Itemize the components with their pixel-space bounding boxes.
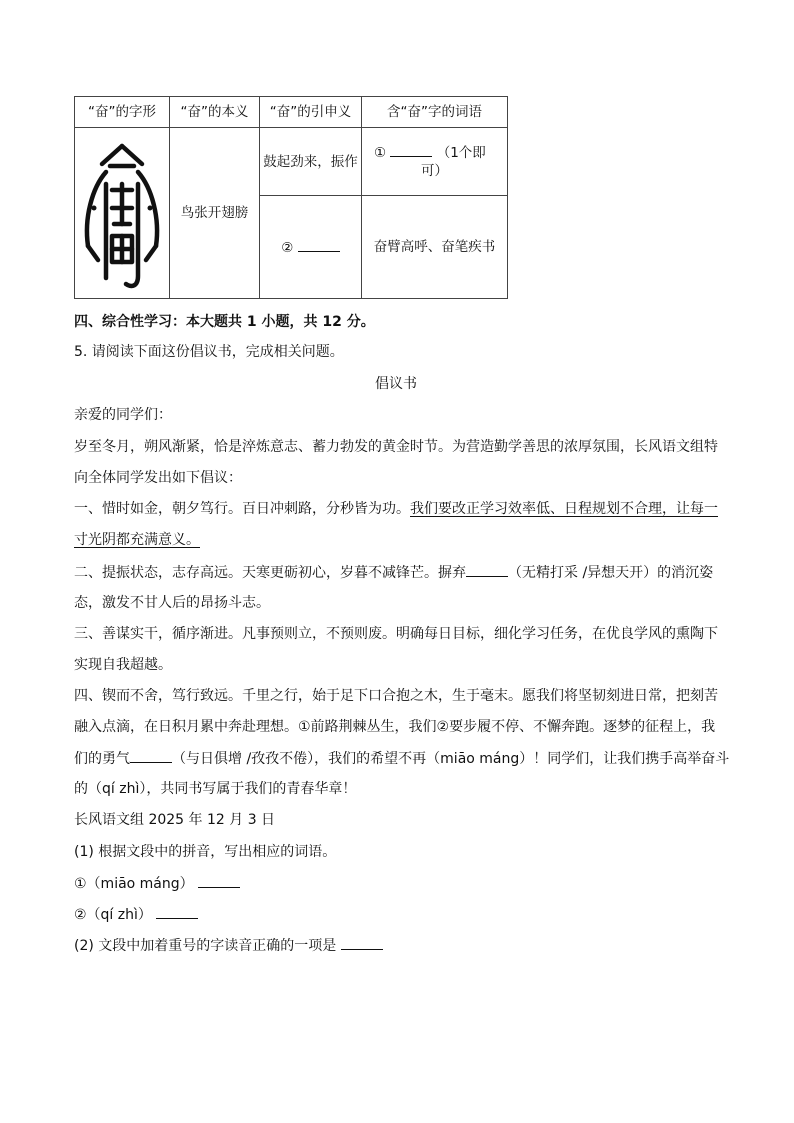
blank-note-2: 可） — [421, 163, 448, 180]
seal-script-cell — [75, 128, 170, 299]
sub-question-2: (2) 文段中加着重号的字读音正确的一项是 — [74, 936, 383, 955]
proposal-2-line-1: 二、提振状态，志存高远。天寒更砺初心，岁暮不减锋芒。摒弃 （无精打采 /异想天开）的消沉姿 — [74, 565, 714, 581]
sub-question-1: (1) 根据文段中的拼音，写出相应的词语。 — [74, 844, 337, 860]
proposal-4-line-2: 融入点滴，在日积月累中奔赴理想。①前路荆棘丛生，我们②要步履不停、不懈奔跑。逐梦的征程上，我 — [74, 719, 716, 735]
original-meaning-cell: 鸟张开翅膀 — [170, 128, 260, 299]
proposal-1-line-1: 一、惜时如金，朝夕笃行。百日冲刺路，分秒皆为功。我们要改正学习效率低、日程规划不合理，让每一 — [74, 501, 718, 517]
answer-blank[interactable] — [156, 905, 198, 919]
blank-label: ① — [374, 145, 387, 162]
answer-blank[interactable] — [298, 238, 340, 252]
proposal-2-line-2: 态，激发不甘人后的昂扬斗志。 — [74, 595, 270, 611]
proposal-3-line-1: 三、善谋实干，循序渐进。凡事预则立，不预则废。明确每日目标，细化学习任务，在优良学风的熏陶下 — [74, 626, 718, 642]
word-blank-cell — [362, 128, 508, 196]
proposal-4-line-4: 的（qí zhì），共同书写属于我们的青春华章！ — [74, 781, 357, 797]
proposal-4-line-1: 四、锲而不舍，笃行致远。千里之行，始于足下口合抱之木，生于毫末。愿我们将坚韧刻进日常，把刻苦 — [74, 688, 718, 704]
blank-label: ② — [281, 239, 294, 256]
letter-title: 倡议书 — [375, 376, 417, 392]
underlined-sentence: 我们要改正学习效率低、日程规划不合理，让每一 — [410, 501, 718, 517]
question-stem: 5. 请阅读下面这份倡议书，完成相关问题。 — [74, 344, 344, 360]
letter-greeting: 亲爱的同学们： — [74, 407, 172, 423]
seal-script-glyph-image — [76, 128, 168, 298]
sub-question-1b: ②（qí zhì） — [74, 905, 198, 924]
answer-blank[interactable] — [466, 563, 508, 577]
answer-blank[interactable] — [130, 749, 172, 763]
letter-signature: 长风语文组 2025 年 12 月 3 日 — [74, 812, 276, 828]
table-header: “奋”的引申义 — [260, 97, 362, 128]
blank-note-1: （1个即 — [436, 145, 486, 162]
letter-intro-line-1: 岁至冬月，朔风渐紧，恰是淬炼意志、蓄力勃发的黄金时节。为营造勤学善思的浓厚氛围，长风语文组特 — [74, 439, 718, 455]
proposal-3-line-2: 实现自我超越。 — [74, 657, 172, 673]
answer-blank[interactable] — [390, 143, 432, 157]
section-heading: 四、综合性学习：本大题共 1 小题，共 12 分。 — [74, 314, 375, 330]
table-header: 含“奋”字的词语 — [362, 97, 508, 128]
answer-blank[interactable] — [198, 874, 240, 888]
example-words-cell: 奋臂高呼、奋笔疾书 — [362, 196, 508, 299]
table-header: “奋”的字形 — [75, 97, 170, 128]
proposal-4-line-3: 们的勇气 （与日俱增 /孜孜不倦），我们的希望不再（miāo máng）！同学们，让我们携手高举奋斗 — [74, 751, 730, 767]
sub-question-1a: ①（miāo máng） — [74, 874, 240, 893]
proposal-1-line-2: 寸光阴都充满意义。 — [74, 532, 200, 548]
letter-intro-line-2: 向全体同学发出如下倡议： — [74, 470, 242, 486]
extended-meaning-cell: 鼓起劲来，振作 — [260, 128, 362, 196]
answer-blank[interactable] — [341, 936, 383, 950]
word-origin-table — [74, 96, 508, 299]
extended-meaning-blank-cell — [260, 196, 362, 299]
table-header: “奋”的本义 — [170, 97, 260, 128]
